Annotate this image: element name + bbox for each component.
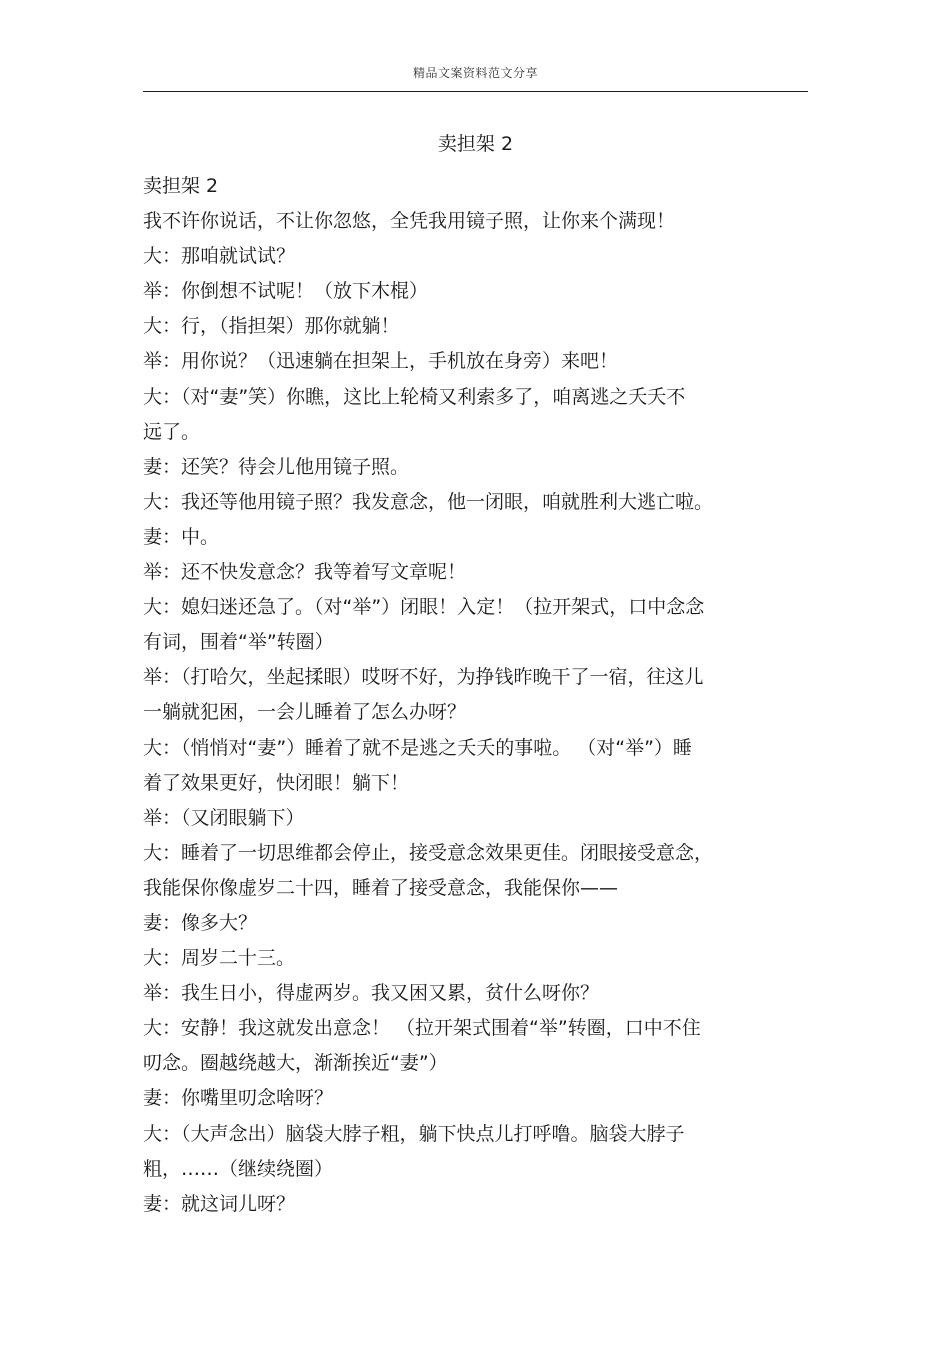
text-line: 举：我生日小，得虚两岁。我又困又累，贫什么呀你？ [143,982,600,1005]
text-line: 大：睡着了一切思维都会停止，接受意念效果更佳。闭眼接受意念， [143,841,714,864]
text-line: 着了效果更好，快闭眼！躺下！ [143,771,410,794]
text-line: 大：安静！我这就发出意念！ （拉开架式围着“举”转圈，口中不住 [143,1017,701,1040]
text-line: 远了。 [143,420,201,443]
text-line: 妻：像多大？ [143,911,258,934]
text-line: 大：（大声念出）脑袋大脖子粗，躺下快点儿打呼噜。脑袋大脖子 [143,1122,685,1145]
document-title: 卖担架 2 [437,133,514,155]
header-divider [143,91,808,92]
text-line: 妻：你嘴里叨念啥呀？ [143,1087,334,1110]
text-line: 举：你倒想不试呢！（放下木棍） [143,280,429,303]
text-line: 卖担架 2 [143,175,219,197]
text-line: 妻：就这词儿呀？ [143,1192,296,1215]
text-line: 妻：还笑？待会儿他用镜子照。 [143,455,410,478]
page-header: 精品文案资料范文分享 [412,66,538,80]
text-line: 我不许你说话，不让你忽悠，全凭我用镜子照，让你来个满现！ [143,210,676,233]
text-line: 大：（对“妻”笑）你瞧，这比上轮椅又利索多了，咱离逃之夭夭不 [143,385,686,408]
text-line: 举：（打哈欠，坐起揉眼）哎呀不好，为挣钱昨晚干了一宿，往这儿 [143,666,704,689]
text-line: 大：周岁二十三。 [143,947,296,970]
text-line: 举：还不快发意念？我等着写文章呢！ [143,561,467,584]
text-line: 有词，围着“举”转圈） [143,631,334,654]
text-line: 大：行，（指担架）那你就躺！ [143,315,400,338]
text-line: 大：我还等他用镜子照？我发意念，他一闭眼，咱就胜利大逃亡啦。 [143,490,714,513]
text-line: 大：那咱就试试？ [143,245,296,268]
text-line: 叨念。圈越绕越大，渐渐挨近“妻”） [143,1052,448,1075]
text-line: 我能保你像虚岁二十四，睡着了接受意念，我能保你—— [143,876,619,899]
text-line: 大：媳妇迷还急了。（对“举”）闭眼！入定！（拉开架式，口中念念 [143,596,705,619]
text-line: 妻：中。 [143,525,220,548]
text-line: 举：（又闭眼躺下） [143,806,305,829]
text-line: 大：（悄悄对“妻”）睡着了就不是逃之夭夭的事啦。 （对“举”）睡 [143,736,692,759]
text-line: 一躺就犯困，一会儿睡着了怎么办呀？ [143,701,467,724]
document-body [143,169,823,1222]
text-line: 举：用你说？（迅速躺在担架上，手机放在身旁）来吧！ [143,350,619,373]
text-line: 粗，……（继续绕圈） [143,1157,334,1180]
